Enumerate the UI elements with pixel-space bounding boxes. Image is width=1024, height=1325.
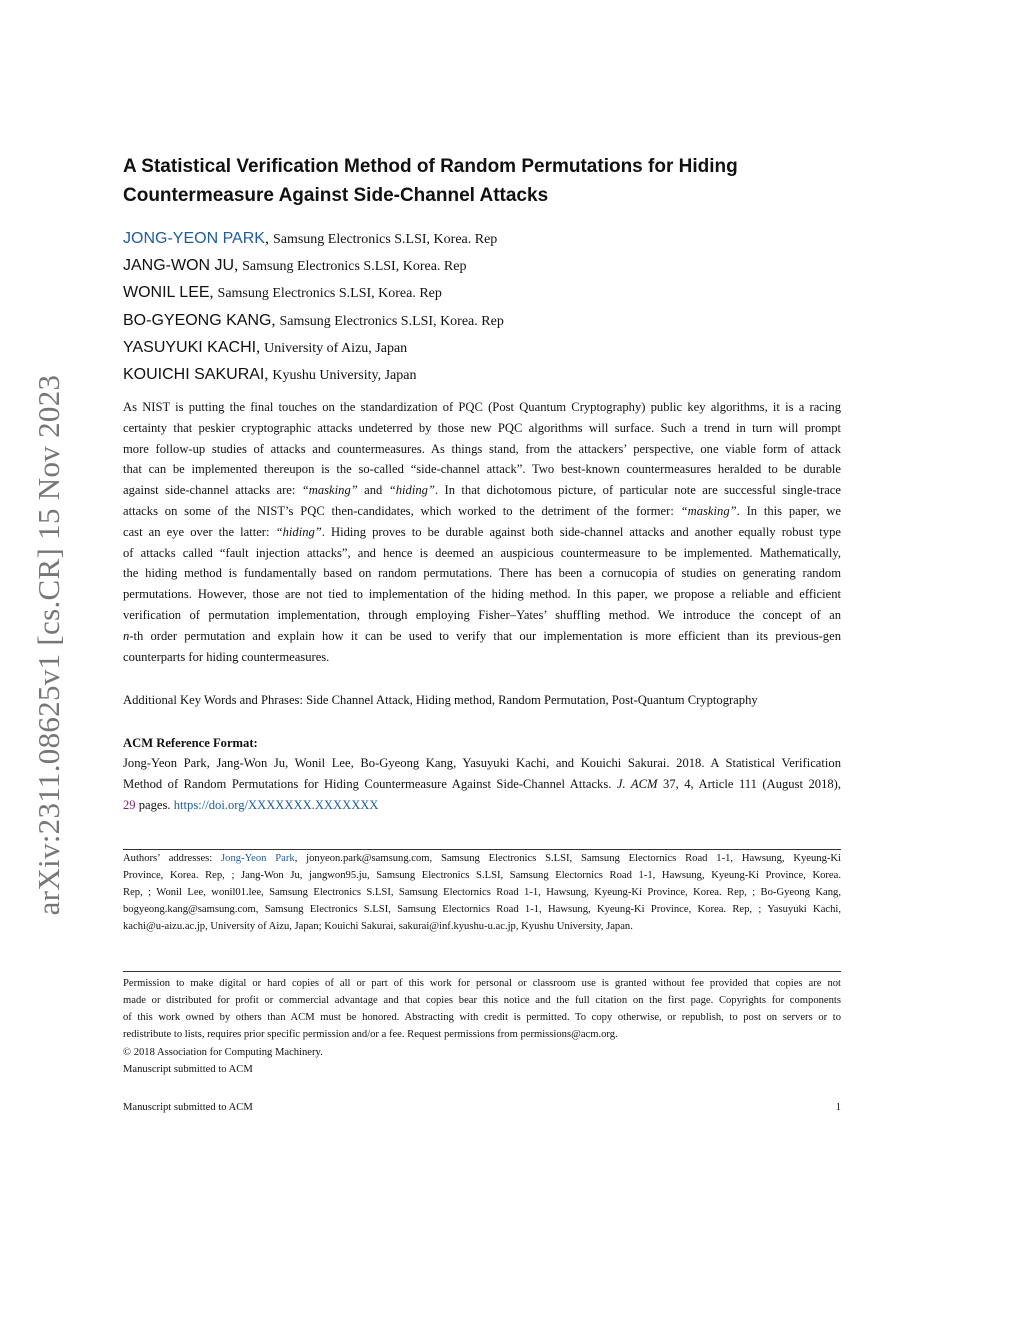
page-count-link[interactable]: 29 (123, 798, 136, 812)
abstract-line: As NIST is putting the final touches on the standardization of PQC (Post Quantum Cryptography) public key algorithms, it is a racing (123, 400, 841, 414)
abstract-line (123, 480, 841, 501)
abstract-line (123, 626, 841, 647)
permission-notice (123, 975, 841, 1043)
manuscript-note: Manuscript submitted to ACM (123, 1064, 253, 1075)
author-affiliation: Samsung Electronics S.LSI, Korea. Rep (242, 259, 467, 275)
author-separator: , (264, 230, 273, 247)
footnote-divider (123, 849, 841, 850)
addresses-text: , jonyeon.park@samsung.com, Samsung Electronics S.LSI, Samsung Electornics Road 1-1, Hawsung, Kyeung-Ki (294, 853, 841, 864)
paper-title (123, 152, 841, 210)
acm-reference-text: pages. (135, 798, 171, 812)
abstract-text: cast an eye over the latter: (123, 524, 270, 539)
abstract-line (123, 501, 841, 522)
abstract-term-masking: “masking” (680, 503, 737, 518)
addresses-line: bogyeong.kang@samsung.com, Samsung Electronics S.LSI, Samsung Electornics Road 1-1, Hawsung, Kyeung-Ki Province, Korea. Rep, ; Yasuyuki Kachi, (123, 903, 841, 915)
author-affiliation: Kyushu University, Japan (272, 367, 417, 383)
author-name: JANG-WON JU (123, 257, 235, 275)
acm-reference (123, 753, 841, 816)
abstract-line: counterparts for hiding countermeasures. (123, 649, 330, 664)
addresses-line (123, 851, 841, 868)
author-entry (123, 279, 841, 306)
abstract-line: permutations. However, those are not tied to implementation of the hiding method. In this paper, we propose a reliable and efficient (123, 587, 841, 602)
author-name: YASUYUKI KACHI (123, 338, 257, 356)
acm-reference-line (123, 774, 841, 795)
permission-line: made or distributed for profit or commercial advantage and that copies bear this notice and the full citation on the first page. Copyrights for components (123, 995, 841, 1006)
abstract-text: . Hiding proves to be durable against both side-channel attacks and another equally robust type (321, 524, 841, 539)
addresses-line: kachi@u-aizu.ac.jp, University of Aizu, Japan; Kouichi Sakurai, sakurai@inf.kyushu-u.ac.jp, Kyushu University, Japan. (123, 920, 633, 932)
acm-reference-text: Method of Random Permutations for Hiding Countermeasure Against Side-Channel Attacks. (123, 777, 612, 791)
journal-name: J. ACM (616, 777, 658, 791)
author-entry (123, 252, 841, 279)
author-entry (123, 307, 841, 334)
title-line-2: Countermeasure Against Side-Channel Attacks (123, 185, 549, 206)
abstract-text: . In this paper, we (736, 503, 841, 518)
author-separator: , (234, 257, 243, 275)
author-list (123, 225, 841, 388)
acm-reference-text: 37, 4, Article 111 (August 2018), (663, 777, 842, 791)
author-entry (123, 225, 841, 252)
abstract-line: certainty that peskier cryptographic attacks undeterred by those new PQC algorithms will surface. Such a trend in turn will prompt (123, 420, 841, 435)
author-name: BO-GYEONG KANG (123, 311, 272, 329)
abstract-line: that can be implemented thereupon is the so-called “side-channel attack”. Two best-known countermeasures heralded to be durable (123, 462, 841, 477)
author-address-link[interactable]: Jong-Yeon Park (221, 853, 295, 864)
footer-manuscript-note: Manuscript submitted to ACM (123, 1102, 253, 1113)
title-line-1: A Statistical Verification Method of Random Permutations for Hiding (123, 156, 738, 177)
doi-link[interactable]: https://doi.org/XXXXXXX.XXXXXXX (173, 798, 379, 812)
abstract-text: against side-channel attacks are: (123, 483, 296, 498)
author-separator: , (271, 311, 280, 329)
arxiv-identifier-stamp: arXiv:2311.08625v1 [cs.CR] 15 Nov 2023 (31, 374, 66, 916)
abstract (123, 397, 841, 667)
abstract-text: and (364, 483, 383, 498)
abstract-line (123, 522, 841, 543)
abstract-math-n: n (123, 628, 130, 643)
abstract-term-hiding: “hiding” (275, 524, 322, 539)
abstract-term-masking: “masking” (301, 483, 358, 498)
author-affiliation: Samsung Electronics S.LSI, Korea. Rep (279, 313, 504, 329)
author-entry (123, 361, 841, 388)
acm-reference-line (123, 795, 841, 816)
author-separator: , (264, 365, 273, 383)
author-affiliation: Samsung Electronics S.LSI, Korea. Rep (217, 286, 442, 302)
permission-line: of this work owned by others than ACM must be honored. Abstracting with credit is permitted. To copy otherwise, or republish, to post on servers or to (123, 1012, 841, 1023)
author-name: KOUICHI SAKURAI (123, 365, 265, 383)
author-affiliation: University of Aizu, Japan (264, 340, 408, 356)
abstract-line: more follow-up studies of attacks and countermeasures. As things stand, from the attackers’ perspective, one viable form of attack (123, 441, 841, 456)
author-addresses (123, 851, 841, 936)
abstract-line: of attacks called “fault injection attacks”, and hence is deemed an auspicious countermeasure to be implemented. Mathematically, (123, 545, 841, 560)
abstract-term-hiding: “hiding” (388, 483, 435, 498)
acm-reference-line: Jong-Yeon Park, Jang-Won Ju, Wonil Lee, Bo-Gyeong Kang, Yasuyuki Kachi, and Kouichi Sakurai. 2018. A Statistical Verification (123, 756, 841, 770)
acm-reference-heading: ACM Reference Format: (123, 736, 258, 750)
author-name-link[interactable]: JONG-YEON PARK (123, 230, 265, 247)
abstract-line: verification of permutation implementation, through employing Fisher–Yates’ shuffling method. We introduce the concept of an (123, 607, 841, 622)
permission-divider (123, 971, 841, 972)
addresses-label: Authors’ addresses: (123, 853, 213, 864)
abstract-text: -th order permutation and explain how it can be used to verify that our implementation is more efficient than its previous-gen (129, 628, 841, 643)
permission-line: Permission to make digital or hard copies of all or part of this work for personal or classroom use is granted without fee provided that copies are not (123, 978, 841, 989)
abstract-line: the hiding method is fundamentally based on random permutations. There has been a cornucopia of studies on generating random (123, 566, 841, 581)
author-separator: , (256, 338, 265, 356)
author-affiliation: Samsung Electronics S.LSI, Korea. Rep (272, 232, 498, 247)
copyright-notice: © 2018 Association for Computing Machinery. (123, 1047, 323, 1058)
abstract-text: . In that dichotomous picture, of particular note are successful single-trace (434, 483, 841, 498)
author-separator: , (209, 284, 218, 302)
page-number: 1 (835, 1102, 841, 1113)
author-name: WONIL LEE (123, 284, 210, 302)
addresses-line: Province, Korea. Rep, ; Jang-Won Ju, jangwon95.ju, Samsung Electronics S.LSI, Samsung Electornics Road 1-1, Hawsung, Kyeung-Ki Province, Korea. (123, 869, 841, 881)
addresses-line: Rep, ; Wonil Lee, wonil01.lee, Samsung Electronics S.LSI, Samsung Electornics Road 1-1, Hawsung, Kyeung-Ki Province, Korea. Rep, ; Bo-Gyeong Kang, (123, 886, 841, 898)
permission-line: redistribute to lists, requires prior specific permission and/or a fee. Request permissions from permissions@acm.org. (123, 1029, 618, 1040)
author-entry (123, 334, 841, 361)
keywords: Additional Key Words and Phrases: Side Channel Attack, Hiding method, Random Permutation, Post-Quantum Cryptography (123, 693, 758, 707)
abstract-text: attacks on some of the NIST’s PQC then-candidates, which worked to the detriment of the former: (123, 503, 674, 518)
